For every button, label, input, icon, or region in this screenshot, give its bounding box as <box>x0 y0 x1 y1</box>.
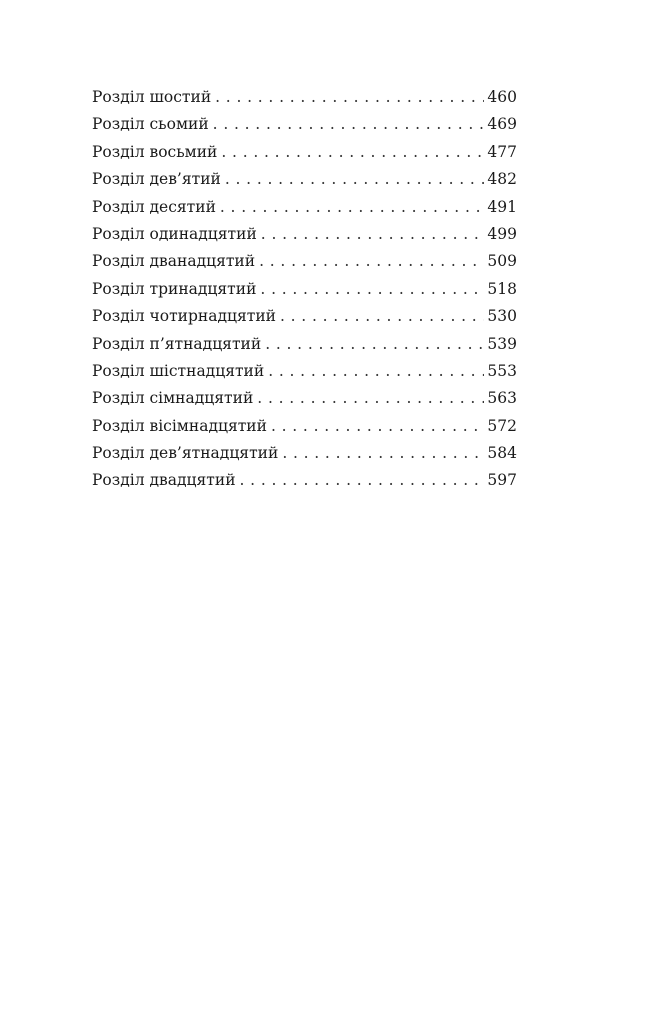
toc-entry <box>92 276 517 303</box>
toc-entry-page: 553 <box>487 361 517 380</box>
toc-entry-title: Розділ шістнадцятий <box>92 361 265 380</box>
toc-entry <box>92 84 517 111</box>
toc-entry-page: 477 <box>487 142 517 161</box>
toc-entry-title: Розділ сьомий <box>92 115 209 134</box>
toc-entry-title: Розділ тринадцятий <box>92 279 257 298</box>
toc-dot-leader <box>259 248 484 275</box>
toc-dot-leader <box>260 276 484 303</box>
toc-entry <box>92 111 517 138</box>
toc-entry-page: 499 <box>487 224 517 243</box>
toc-entry <box>92 139 517 166</box>
toc-entry-page: 572 <box>487 416 517 435</box>
toc-dot-leader <box>268 358 484 385</box>
toc-dot-leader <box>240 467 485 494</box>
toc-dot-leader <box>282 440 484 467</box>
toc-entry-page: 584 <box>487 444 517 463</box>
toc-entry <box>92 303 517 330</box>
toc-dot-leader <box>225 166 485 193</box>
toc-entry-page: 518 <box>487 279 517 298</box>
toc-entry-title: Розділ п’ятнадцятий <box>92 334 262 353</box>
toc-dot-leader <box>271 413 484 440</box>
toc-entry-page: 482 <box>487 170 517 189</box>
toc-entry-title: Розділ вісімнадцятий <box>92 416 267 435</box>
toc-dot-leader <box>215 84 484 111</box>
toc-entry <box>92 440 517 467</box>
toc-entry-title: Розділ шостий <box>92 88 212 106</box>
toc-entry-title: Розділ двадцятий <box>92 471 236 490</box>
toc-entry-title: Розділ одинадцятий <box>92 224 257 243</box>
toc-entry-title: Розділ восьмий <box>92 142 218 161</box>
toc-entry-title: Розділ дев’ятнадцятий <box>92 444 279 463</box>
toc-entry <box>92 467 517 494</box>
toc-entry <box>92 221 517 248</box>
toc-entry-page: 530 <box>487 307 517 326</box>
toc-dot-leader <box>257 385 484 412</box>
toc-entry-title: Розділ чотирнадцятий <box>92 307 276 326</box>
toc-entry <box>92 358 517 385</box>
toc-entry-page: 539 <box>487 334 517 353</box>
toc-entry-title: Розділ сімнадцятий <box>92 389 254 408</box>
toc-entry <box>92 385 517 412</box>
toc-entry <box>92 194 517 221</box>
toc-entry <box>92 166 517 193</box>
toc-entry-page: 491 <box>487 197 517 216</box>
table-of-contents <box>92 84 517 495</box>
toc-dot-leader <box>280 303 484 330</box>
toc-entry-page: 563 <box>487 389 517 408</box>
toc-entry-title: Розділ дванадцятий <box>92 252 256 271</box>
toc-entry-page: 460 <box>487 88 517 106</box>
toc-dot-leader <box>220 194 485 221</box>
toc-dot-leader <box>261 221 485 248</box>
toc-entry-page: 469 <box>487 115 517 134</box>
toc-entry-page: 509 <box>487 252 517 271</box>
toc-dot-leader <box>213 111 485 138</box>
toc-entry <box>92 413 517 440</box>
toc-entry-title: Розділ десятий <box>92 197 216 216</box>
toc-dot-leader <box>265 331 484 358</box>
toc-entry-title: Розділ дев’ятий <box>92 170 221 189</box>
toc-dot-leader <box>221 139 484 166</box>
toc-entry-page: 597 <box>487 471 517 490</box>
toc-entry <box>92 248 517 275</box>
toc-entry <box>92 331 517 358</box>
